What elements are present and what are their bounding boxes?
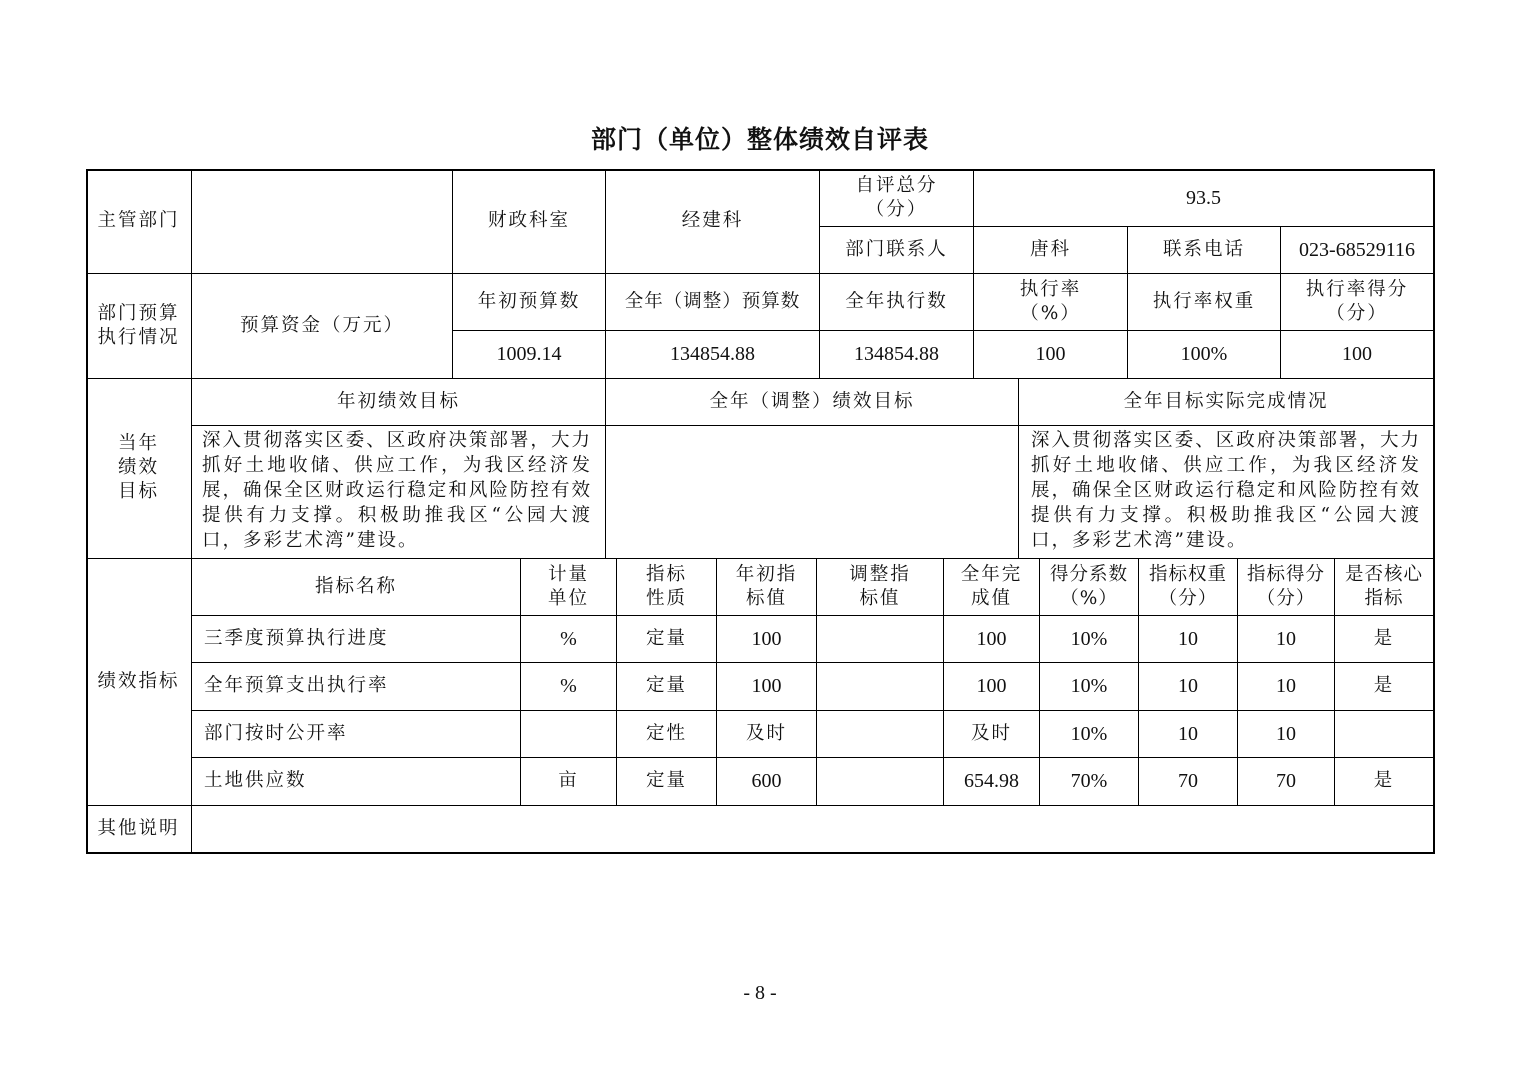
indicator-header: 是否核心指标 — [1344, 563, 1423, 609]
indicator-completed: 100 — [976, 675, 1007, 697]
indicator-nature: 定量 — [645, 675, 687, 696]
indicator-header: 指标得分（分） — [1246, 563, 1325, 609]
budget-header: 执行率（%） — [1019, 278, 1082, 324]
indicator-header: 计量单位 — [547, 563, 589, 609]
indicator-completed: 100 — [976, 627, 1007, 650]
goals-actual-text: 深入贯彻落实区委、区政府决策部署，大力抓好土地收储、供应工作，为我区经济发展，确保全区财政运行稳定和风险防控有效提供有力支撑。积极助推我区“公园大渡口，多彩艺术湾”建设。 — [1031, 430, 1421, 551]
section-cell: 经建科 — [681, 210, 744, 231]
indicator-header: 得分系数（%） — [1049, 563, 1128, 609]
indicator-header: 调整指标值 — [849, 563, 911, 609]
indicator-unit: 亩 — [558, 770, 579, 791]
indicator-coef: 10% — [1070, 627, 1108, 650]
score-value: 93.5 — [1186, 186, 1221, 209]
budget-value: 134854.88 — [854, 343, 939, 365]
other-label: 其他说明 — [97, 817, 180, 839]
indicator-adjusted — [817, 710, 943, 757]
dept-value — [192, 169, 452, 273]
indicator-name: 全年预算支出执行率 — [204, 675, 389, 696]
indicator-score: 70 — [1276, 770, 1296, 792]
indicators-row-label: 绩效指标 — [97, 670, 180, 692]
fund-label: 预算资金（万元） — [239, 314, 404, 336]
indicator-nature: 定性 — [645, 722, 687, 744]
indicator-name: 部门按时公开率 — [204, 722, 348, 744]
budget-value: 100 — [1035, 343, 1066, 365]
indicator-core: 是 — [1373, 627, 1395, 649]
phone-value: 023-68529116 — [1299, 238, 1415, 261]
office-cell: 财政科室 — [487, 210, 570, 231]
indicator-coef: 10% — [1070, 675, 1108, 697]
goals-col-actual: 全年目标实际完成情况 — [1123, 390, 1329, 412]
goals-col-initial: 年初绩效目标 — [336, 390, 460, 412]
budget-header: 执行率权重 — [1152, 290, 1256, 312]
indicator-name: 三季度预算执行进度 — [204, 627, 389, 649]
score-label: 自评总分（分） — [855, 174, 938, 220]
indicator-nature: 定量 — [645, 770, 687, 791]
evaluation-table — [86, 169, 1435, 853]
indicator-adjusted — [817, 662, 943, 710]
indicator-unit: % — [560, 627, 577, 650]
indicator-weight: 10 — [1178, 627, 1198, 650]
indicator-adjusted — [817, 615, 943, 662]
indicator-initial: 及时 — [745, 722, 787, 744]
goals-initial-text: 深入贯彻落实区委、区政府决策部署，大力抓好土地收储、供应工作，为我区经济发展，确保全区财政运行稳定和风险防控有效提供有力支撑。积极助推我区“公园大渡口，多彩艺术湾”建设。 — [202, 430, 592, 551]
indicator-weight: 10 — [1178, 675, 1198, 697]
indicator-nature: 定量 — [645, 627, 687, 649]
indicator-header: 全年完成值 — [960, 563, 1023, 609]
indicator-completed: 654.98 — [964, 770, 1019, 792]
indicator-header: 指标权重（分） — [1148, 563, 1227, 609]
goals-col-adjusted: 全年（调整）绩效目标 — [709, 390, 915, 412]
budget-value: 134854.88 — [670, 343, 755, 365]
indicator-initial: 600 — [751, 770, 782, 792]
budget-value: 1009.14 — [496, 343, 562, 365]
indicator-header: 指标名称 — [314, 575, 397, 597]
indicator-score: 10 — [1276, 675, 1296, 697]
indicator-coef: 70% — [1070, 770, 1108, 792]
goals-row-label: 当年绩效目标 — [117, 433, 159, 502]
budget-header: 全年（调整）预算数 — [624, 290, 801, 312]
indicator-score: 10 — [1276, 722, 1296, 745]
budget-value: 100 — [1342, 343, 1372, 365]
indicator-completed: 及时 — [970, 722, 1012, 744]
page-number: - 8 - — [743, 982, 777, 1004]
other-value — [192, 805, 1433, 852]
indicator-unit: % — [560, 675, 577, 697]
indicator-core: 是 — [1373, 770, 1395, 791]
contact-value: 唐科 — [1029, 238, 1071, 260]
indicator-weight: 10 — [1178, 722, 1198, 745]
indicator-weight: 70 — [1178, 770, 1198, 792]
budget-row-label: 部门预算执行情况 — [97, 302, 180, 348]
indicator-score: 10 — [1276, 627, 1296, 650]
indicator-core — [1335, 710, 1433, 757]
indicator-initial: 100 — [751, 627, 782, 650]
budget-value: 100% — [1180, 343, 1228, 365]
indicator-header: 指标性质 — [645, 563, 687, 609]
indicator-core: 是 — [1373, 675, 1395, 696]
indicator-initial: 100 — [751, 675, 782, 697]
indicator-adjusted — [817, 757, 943, 805]
indicator-header: 年初指标值 — [735, 563, 798, 609]
indicator-unit — [521, 710, 616, 757]
indicator-coef: 10% — [1070, 722, 1108, 745]
phone-label: 联系电话 — [1162, 238, 1245, 260]
dept-label: 主管部门 — [97, 210, 180, 231]
budget-header: 全年执行数 — [845, 290, 948, 312]
budget-header: 年初预算数 — [477, 290, 581, 312]
contact-label: 部门联系人 — [845, 238, 948, 260]
page-title: 部门（单位）整体绩效自评表 — [590, 125, 929, 154]
budget-header: 执行率得分（分） — [1305, 278, 1409, 324]
indicator-name: 土地供应数 — [204, 770, 307, 791]
